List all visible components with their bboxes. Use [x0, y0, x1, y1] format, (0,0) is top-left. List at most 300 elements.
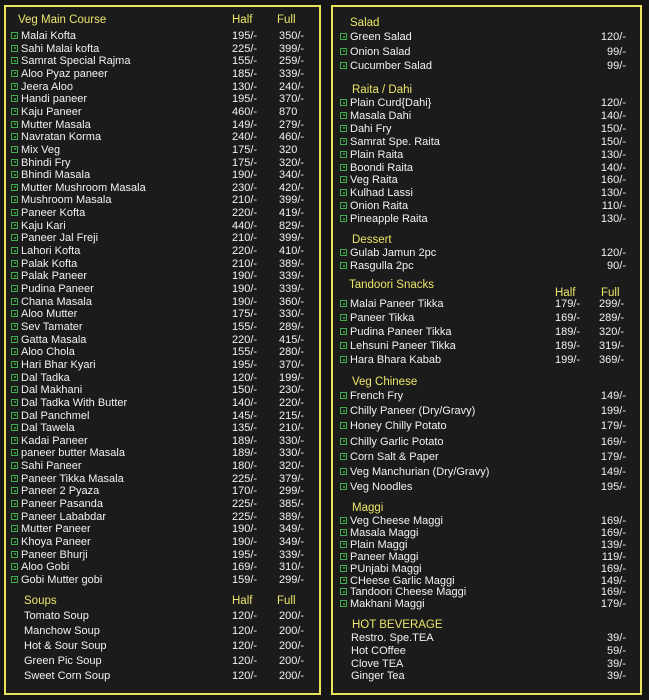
- item-full-price: 399/-: [279, 42, 305, 55]
- item-full-price: 385/-: [279, 498, 305, 511]
- item-half-price: 230/-: [232, 181, 258, 194]
- item-half-price: 120/-: [232, 670, 258, 682]
- item-half-price: 440/-: [232, 219, 258, 232]
- tandoori-item-row: [333, 354, 640, 367]
- item-price: 179/-: [600, 420, 626, 433]
- item-name: Khoya Paneer: [21, 536, 91, 548]
- tandoori-item-row: [333, 298, 640, 311]
- menu-item-row: [6, 372, 319, 385]
- menu-item-row: [6, 93, 319, 106]
- menu-item-row: [6, 308, 319, 321]
- item-half-price: 155/-: [232, 55, 258, 68]
- item-full-price: 339/-: [279, 283, 305, 295]
- veg-symbol-icon: [11, 449, 18, 456]
- raita-item-row: [333, 110, 640, 123]
- veg-main-course-title: Veg Main Course: [18, 14, 107, 26]
- item-name: Rasgulla 2pc: [350, 260, 414, 272]
- item-half-price: 190/-: [232, 270, 258, 283]
- item-half-price: 120/-: [232, 625, 258, 637]
- veg-chinese-title: Veg Chinese: [352, 376, 418, 388]
- soup-item-row: [6, 640, 319, 653]
- item-price: 149/-: [600, 466, 626, 478]
- item-half-price: 135/-: [232, 422, 258, 435]
- item-half-price: 170/-: [232, 485, 258, 498]
- item-half-price: 225/-: [232, 472, 258, 485]
- menu-item-row: [6, 549, 319, 562]
- item-price: 169/-: [600, 515, 626, 527]
- item-price: 130/-: [600, 148, 626, 161]
- veg-symbol-icon: [11, 399, 18, 406]
- raita-item-row: [333, 187, 640, 200]
- veg-symbol-icon: [11, 576, 18, 583]
- item-half-price: 195/-: [232, 93, 258, 106]
- item-full-price: 420/-: [279, 181, 305, 194]
- item-name: Jeera Aloo: [21, 80, 73, 93]
- veg-symbol-icon: [11, 32, 18, 39]
- veg-symbol-icon: [11, 209, 18, 216]
- item-price: 150/-: [600, 135, 626, 148]
- tandoori-half-header: Half: [555, 287, 576, 299]
- veg-symbol-icon: [11, 348, 18, 355]
- veg-symbol-icon: [11, 462, 18, 469]
- veg-symbol-icon: [340, 553, 347, 560]
- item-price: 39/-: [607, 657, 626, 670]
- item-price: 140/-: [600, 161, 626, 174]
- tandoori-full-header: Full: [601, 287, 620, 299]
- veg-symbol-icon: [340, 422, 347, 429]
- item-half-price: 199/-: [555, 354, 581, 366]
- menu-item-row: [6, 68, 319, 81]
- item-price: 149/-: [600, 390, 626, 402]
- item-half-price: 190/-: [232, 283, 258, 295]
- item-half-price: 189/-: [232, 434, 258, 447]
- item-full-price: 200/-: [279, 625, 305, 637]
- item-half-price: 240/-: [232, 131, 258, 144]
- veg-symbol-icon: [11, 424, 18, 431]
- item-name: Sahi Paneer: [21, 460, 82, 473]
- menu-item-row: [6, 511, 319, 524]
- veg-symbol-icon: [340, 517, 347, 524]
- item-half-price: 189/-: [555, 326, 581, 338]
- veg-symbol-icon: [11, 234, 18, 241]
- menu-item-row: [6, 55, 319, 68]
- item-full-price: 379/-: [279, 472, 305, 485]
- menu-item-row: [6, 334, 319, 347]
- veg-symbol-icon: [340, 314, 347, 321]
- veg-symbol-icon: [11, 538, 18, 545]
- menu-item-row: [6, 245, 319, 258]
- item-name: Veg Manchurian (Dry/Gravy): [350, 466, 490, 478]
- veg-symbol-icon: [11, 285, 18, 292]
- item-name: Mutter Masala: [21, 118, 91, 131]
- item-name: Hara Bhara Kabab: [350, 354, 442, 366]
- item-name: Green Pic Soup: [24, 655, 102, 667]
- item-half-price: 175/-: [232, 308, 258, 321]
- item-half-price: 159/-: [232, 573, 258, 586]
- veg-symbol-icon: [340, 541, 347, 548]
- veg-symbol-icon: [11, 196, 18, 203]
- item-full-price: 240/-: [279, 80, 305, 93]
- item-name: Paneer Pasanda: [21, 498, 103, 511]
- item-half-price: 179/-: [555, 298, 581, 310]
- item-half-price: 210/-: [232, 232, 258, 245]
- item-full-price: 330/-: [279, 447, 305, 460]
- soup-item-row: [6, 655, 319, 668]
- item-half-price: 190/-: [232, 169, 258, 182]
- item-price: 110/-: [601, 200, 626, 213]
- menu-item-row: [6, 397, 319, 410]
- chinese-item-row: [333, 481, 640, 494]
- item-name: PUnjabi Maggi: [350, 562, 422, 575]
- veg-symbol-icon: [340, 262, 347, 269]
- item-half-price: 220/-: [232, 333, 258, 346]
- salad-item-row: [333, 46, 640, 59]
- menu-item-row: [6, 144, 319, 157]
- item-price: 149/-: [600, 574, 626, 587]
- maggi-title: Maggi: [352, 502, 384, 514]
- item-name: Chilly Garlic Potato: [350, 435, 444, 448]
- veg-symbol-icon: [11, 386, 18, 393]
- item-half-price: 195/-: [232, 358, 258, 371]
- veg-symbol-icon: [11, 563, 18, 570]
- salad-item-row: [333, 60, 640, 73]
- item-name: Paneer Tikka: [350, 312, 415, 324]
- veg-symbol-icon: [11, 45, 18, 52]
- menu-item-row: [6, 410, 319, 423]
- item-full-price: 320/-: [599, 326, 625, 338]
- veg-symbol-icon: [11, 487, 18, 494]
- veg-symbol-icon: [340, 249, 347, 256]
- item-name: Manchow Soup: [24, 625, 100, 637]
- item-name: Mutter Mushroom Masala: [21, 181, 146, 194]
- item-name: Plain Curd{Dahi}: [350, 97, 432, 109]
- veg-symbol-icon: [340, 151, 347, 158]
- veg-symbol-icon: [340, 176, 347, 183]
- menu-item-row: [6, 194, 319, 207]
- item-price: 120/-: [600, 31, 626, 43]
- item-name: Dal Tadka With Butter: [21, 396, 128, 409]
- item-name: Ginger Tea: [351, 670, 405, 683]
- item-full-price: 340/-: [279, 169, 305, 182]
- veg-symbol-icon: [340, 189, 347, 196]
- beverage-item-row: [333, 670, 640, 683]
- item-name: Kaju Kari: [21, 219, 66, 232]
- item-name: Paneer Maggi: [350, 550, 419, 563]
- item-name: Veg Noodles: [350, 481, 413, 494]
- item-name: Sweet Corn Soup: [24, 670, 111, 682]
- item-price: 199/-: [600, 405, 626, 418]
- menu-item-row: [6, 270, 319, 283]
- item-full-price: 299/-: [599, 298, 625, 310]
- item-full-price: 320/-: [279, 156, 305, 169]
- raita-item-row: [333, 200, 640, 213]
- item-name: French Fry: [350, 390, 404, 402]
- item-price: 179/-: [600, 598, 626, 611]
- veg-symbol-icon: [11, 412, 18, 419]
- menu-item-row: [6, 220, 319, 233]
- item-name: Paneer 2 Pyaza: [21, 485, 100, 498]
- veg-symbol-icon: [11, 336, 18, 343]
- item-name: Onion Raita: [350, 200, 409, 213]
- veg-symbol-icon: [11, 146, 18, 153]
- item-price: 120/-: [600, 97, 626, 109]
- veg-symbol-icon: [11, 323, 18, 330]
- menu-item-row: [6, 106, 319, 119]
- menu-item-row: [6, 460, 319, 473]
- veg-symbol-icon: [11, 108, 18, 115]
- item-name: Paneer Jal Freji: [21, 232, 99, 245]
- menu-item-row: [6, 207, 319, 220]
- item-half-price: 225/-: [232, 42, 258, 55]
- menu-item-row: [6, 523, 319, 536]
- item-price: 169/-: [600, 435, 626, 448]
- item-half-price: 195/-: [232, 30, 258, 42]
- veg-symbol-icon: [11, 437, 18, 444]
- item-name: Malai Paneer Tikka: [350, 298, 444, 310]
- item-name: Samrat Spe. Raita: [350, 135, 440, 148]
- item-name: Clove TEA: [351, 657, 404, 670]
- chinese-item-row: [333, 451, 640, 464]
- item-name: Gulab Jamun 2pc: [350, 247, 437, 259]
- menu-item-row: [6, 435, 319, 448]
- soups-title: Soups: [24, 595, 57, 607]
- raita-item-row: [333, 149, 640, 162]
- item-price: 90/-: [607, 260, 626, 272]
- item-half-price: 169/-: [555, 312, 581, 324]
- item-name: Boondi Raita: [350, 161, 413, 174]
- item-name: Onion Salad: [350, 45, 411, 58]
- item-full-price: 319/-: [599, 340, 625, 352]
- menu-item-row: [6, 359, 319, 372]
- item-full-price: 320: [279, 143, 298, 156]
- item-full-price: 339/-: [279, 270, 305, 283]
- item-half-price: 210/-: [232, 257, 258, 270]
- item-price: 130/-: [600, 213, 626, 226]
- left-menu-panel: [4, 5, 321, 695]
- item-price: 99/-: [607, 45, 626, 58]
- item-full-price: 370/-: [279, 358, 305, 371]
- item-full-price: 415/-: [279, 333, 305, 346]
- item-name: Hot COffee: [351, 644, 406, 657]
- item-half-price: 120/-: [232, 610, 258, 622]
- soups-half-header: Half: [232, 595, 253, 607]
- item-half-price: 460/-: [232, 105, 258, 118]
- item-price: 169/-: [600, 562, 626, 575]
- item-full-price: 330/-: [279, 308, 305, 321]
- item-price: 39/-: [607, 670, 626, 683]
- item-name: Kadai Paneer: [21, 434, 88, 447]
- item-full-price: 310/-: [279, 561, 305, 574]
- menu-item-row: [6, 574, 319, 587]
- item-name: Aloo Pyaz paneer: [21, 67, 108, 80]
- item-price: 119/-: [601, 550, 626, 563]
- veg-symbol-icon: [11, 298, 18, 305]
- veg-symbol-icon: [340, 300, 347, 307]
- item-full-price: 330/-: [279, 434, 305, 447]
- item-half-price: 130/-: [232, 80, 258, 93]
- item-full-price: 410/-: [279, 245, 305, 258]
- tandoori-item-row: [333, 312, 640, 325]
- veg-symbol-icon: [11, 310, 18, 317]
- item-full-price: 370/-: [279, 93, 305, 106]
- full-column-header: Full: [277, 14, 296, 26]
- item-full-price: 230/-: [279, 384, 305, 397]
- item-name: Dal Tadka: [21, 371, 70, 384]
- beverage-item-row: [333, 658, 640, 671]
- item-name: Mushroom Masala: [21, 194, 112, 207]
- item-full-price: 289/-: [599, 312, 625, 324]
- item-name: Chana Masala: [21, 295, 92, 308]
- item-name: Paneer Tikka Masala: [21, 472, 124, 485]
- item-full-price: 399/-: [279, 232, 305, 245]
- veg-symbol-icon: [340, 202, 347, 209]
- item-name: Plain Raita: [350, 148, 404, 161]
- item-name: Mutter Paneer: [21, 523, 91, 536]
- item-name: paneer butter Masala: [21, 447, 125, 460]
- item-name: Masala Dahi: [350, 109, 412, 122]
- tandoori-title: Tandoori Snacks: [349, 279, 435, 291]
- soup-item-row: [6, 625, 319, 638]
- veg-symbol-icon: [340, 565, 347, 572]
- item-half-price: 189/-: [555, 340, 581, 352]
- veg-symbol-icon: [340, 356, 347, 363]
- item-name: Aloo Gobi: [21, 561, 70, 574]
- item-price: 120/-: [600, 247, 626, 259]
- item-full-price: 870: [279, 105, 298, 118]
- veg-symbol-icon: [340, 577, 347, 584]
- item-half-price: 175/-: [232, 143, 258, 156]
- item-name: Pudina Paneer Tikka: [350, 326, 452, 338]
- menu-item-row: [6, 81, 319, 94]
- dessert-title: Dessert: [352, 234, 392, 246]
- item-name: Dahi Fry: [350, 122, 392, 135]
- veg-symbol-icon: [340, 438, 347, 445]
- veg-symbol-icon: [11, 171, 18, 178]
- item-price: 169/-: [600, 586, 626, 599]
- item-name: Gatta Masala: [21, 333, 87, 346]
- veg-symbol-icon: [11, 121, 18, 128]
- item-full-price: 349/-: [279, 536, 305, 548]
- item-name: Hari Bhar Kyari: [21, 358, 96, 371]
- soup-item-row: [6, 670, 319, 683]
- maggi-item-row: [333, 598, 640, 611]
- item-price: 169/-: [600, 526, 626, 539]
- item-name: Gobi Mutter gobi: [21, 573, 103, 586]
- veg-symbol-icon: [340, 483, 347, 490]
- item-name: Sev Tamater: [21, 320, 83, 333]
- item-name: Honey Chilly Potato: [350, 420, 447, 433]
- item-name: Samrat Special Rajma: [21, 55, 131, 68]
- veg-symbol-icon: [340, 600, 347, 607]
- item-full-price: 360/-: [279, 295, 305, 308]
- item-half-price: 120/-: [232, 655, 258, 667]
- item-half-price: 155/-: [232, 346, 258, 359]
- veg-symbol-icon: [11, 159, 18, 166]
- item-full-price: 200/-: [279, 640, 305, 652]
- veg-symbol-icon: [340, 33, 347, 40]
- item-full-price: 320/-: [279, 460, 305, 473]
- item-name: Green Salad: [350, 31, 412, 43]
- menu-item-row: [6, 232, 319, 245]
- veg-symbol-icon: [340, 48, 347, 55]
- item-half-price: 145/-: [232, 409, 258, 422]
- item-full-price: 289/-: [279, 320, 305, 333]
- menu-item-row: [6, 321, 319, 334]
- item-half-price: 220/-: [232, 245, 258, 258]
- menu-item-row: [6, 384, 319, 397]
- veg-symbol-icon: [11, 260, 18, 267]
- item-half-price: 155/-: [232, 320, 258, 333]
- item-name: Restro. Spe.TEA: [351, 632, 434, 644]
- menu-item-row: [6, 283, 319, 296]
- veg-symbol-icon: [340, 62, 347, 69]
- veg-symbol-icon: [11, 247, 18, 254]
- item-full-price: 200/-: [279, 655, 305, 667]
- raita-item-row: [333, 174, 640, 187]
- beverage-item-row: [333, 632, 640, 645]
- item-price: 150/-: [600, 122, 626, 135]
- item-name: Navratan Korma: [21, 131, 102, 144]
- item-full-price: 259/-: [279, 55, 305, 68]
- item-name: Paneer Bhurji: [21, 548, 88, 561]
- item-name: Palak Paneer: [21, 270, 88, 283]
- tandoori-item-row: [333, 326, 640, 339]
- hot-beverage-title: HOT BEVERAGE: [352, 619, 443, 631]
- raita-item-row: [333, 213, 640, 226]
- menu-item-row: [6, 498, 319, 511]
- item-name: Dal Makhani: [21, 384, 83, 397]
- tandoori-item-row: [333, 340, 640, 353]
- raita-item-row: [333, 123, 640, 136]
- item-full-price: 215/-: [279, 409, 305, 422]
- item-price: 59/-: [607, 644, 626, 657]
- menu-item-row: [6, 296, 319, 309]
- item-full-price: 350/-: [279, 30, 305, 42]
- item-half-price: 225/-: [232, 498, 258, 511]
- salad-item-row: [333, 31, 640, 44]
- veg-symbol-icon: [340, 125, 347, 132]
- item-price: 140/-: [600, 109, 626, 122]
- item-full-price: 200/-: [279, 610, 305, 622]
- veg-symbol-icon: [11, 184, 18, 191]
- half-column-header: Half: [232, 14, 253, 26]
- item-half-price: 149/-: [232, 118, 258, 131]
- veg-symbol-icon: [11, 475, 18, 482]
- item-half-price: 189/-: [232, 447, 258, 460]
- veg-symbol-icon: [11, 222, 18, 229]
- item-full-price: 369/-: [599, 354, 625, 366]
- veg-symbol-icon: [340, 529, 347, 536]
- veg-symbol-icon: [340, 138, 347, 145]
- item-name: Dal Tawela: [21, 422, 75, 435]
- veg-symbol-icon: [11, 83, 18, 90]
- raita-item-row: [333, 97, 640, 110]
- item-name: Tomato Soup: [24, 610, 89, 622]
- item-price: 160/-: [600, 174, 626, 187]
- item-half-price: 180/-: [232, 460, 258, 473]
- veg-symbol-icon: [11, 551, 18, 558]
- item-name: Bhindi Fry: [21, 156, 71, 169]
- item-name: Cucumber Salad: [350, 60, 432, 72]
- menu-item-row: [6, 485, 319, 498]
- item-name: Lahori Kofta: [21, 245, 81, 258]
- item-name: Palak Kofta: [21, 257, 78, 270]
- item-name: Hot & Sour Soup: [24, 640, 107, 652]
- item-name: Paneer Lababdar: [21, 510, 107, 523]
- menu-item-row: [6, 447, 319, 460]
- chinese-item-row: [333, 390, 640, 403]
- right-menu-panel: [331, 5, 642, 695]
